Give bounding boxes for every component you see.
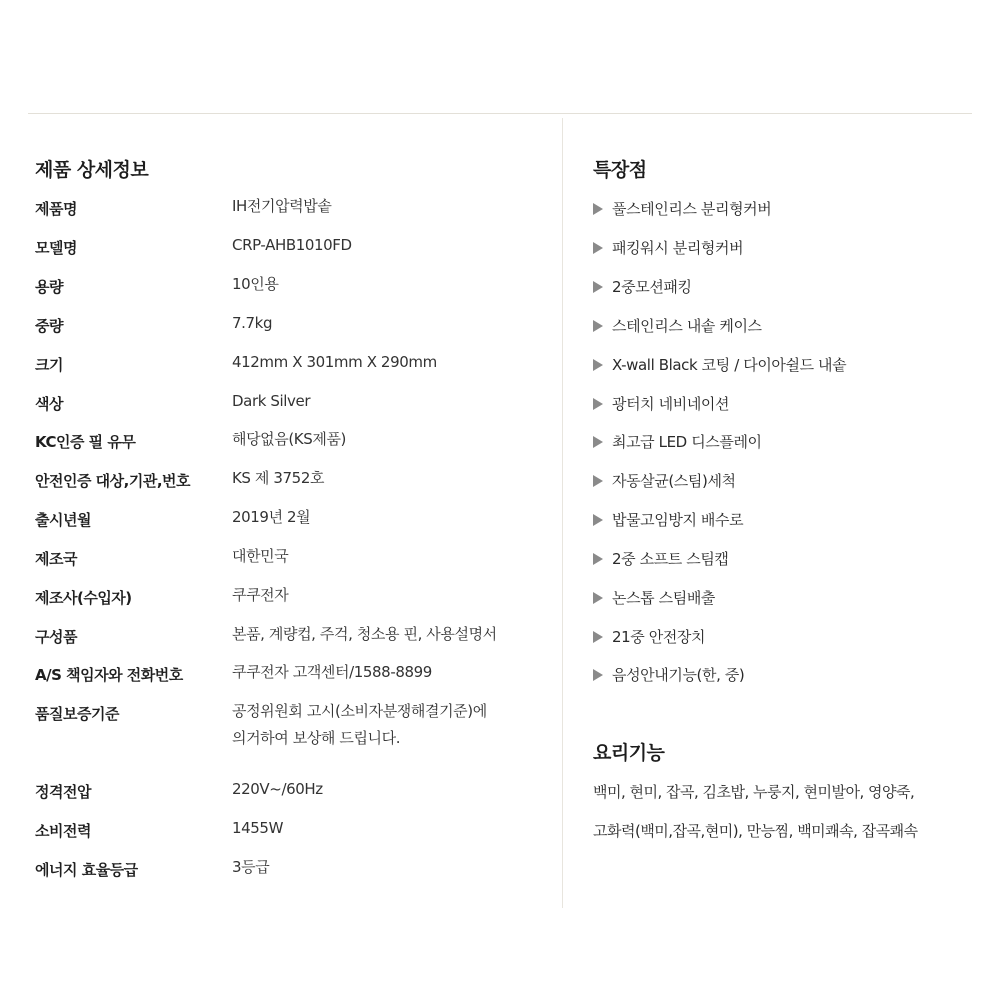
spec-label-model: 모델명 [35,239,77,257]
spec-label-capacity: 용량 [35,278,63,296]
triangle-arrow-icon [593,281,603,293]
feature-item-label: 논스톱 스팀배출 [612,589,715,607]
spec-label-voltage: 정격전압 [35,783,91,801]
feature-item [593,431,762,452]
feature-item [593,509,743,530]
triangle-arrow-icon [593,631,603,643]
triangle-arrow-icon [593,592,603,604]
feature-item [593,393,729,414]
feature-item-label: 음성안내기능(한, 중) [612,666,745,684]
feature-item-label: 풀스테인리스 분리형커버 [612,200,772,218]
spec-label-energy-grade: 에너지 효율등급 [35,861,138,879]
triangle-arrow-icon [593,475,603,487]
spec-label-safety-cert: 안전인증 대상,기관,번호 [35,472,191,490]
feature-item-label: 밥물고임방지 배수로 [612,511,744,529]
feature-item-label: 광터치 네비네이션 [612,395,730,413]
feature-item-label: 2중모션패킹 [612,278,692,296]
spec-label-country: 제조국 [35,550,77,568]
feature-item-label: 21중 안전장치 [612,628,706,646]
spec-label-product-name: 제품명 [35,200,77,218]
triangle-arrow-icon [593,320,603,332]
cooking-title: 요리기능 [593,742,665,764]
feature-item-label: 2중 소프트 스팀캡 [612,550,729,568]
feature-item [593,354,846,375]
spec-value-release-date: 2019년 2월 [232,508,311,526]
feature-item [593,548,729,569]
feature-item [593,587,715,608]
spec-value-weight: 7.7kg [232,314,273,332]
column-divider [562,118,563,908]
triangle-arrow-icon [593,203,603,215]
feature-item [593,198,771,219]
spec-value-power: 1455W [232,819,284,837]
spec-label-size: 크기 [35,356,63,374]
triangle-arrow-icon [593,669,603,681]
feature-item [593,315,762,336]
spec-label-release-date: 출시년월 [35,511,91,529]
spec-value-size: 412mm X 301mm X 290mm [232,353,437,371]
spec-value-warranty: 공정위원회 고시(소비자분쟁해결기준)에 [232,702,487,720]
spec-value-energy-grade: 3등급 [232,858,270,876]
product-detail-title: 제품 상세정보 [35,159,149,181]
spec-label-power: 소비전력 [35,822,91,840]
feature-item [593,237,743,258]
spec-value-safety-cert: KS 제 3752호 [232,469,325,487]
spec-label-kc-cert: KC인증 필 유무 [35,433,136,451]
top-divider [28,113,972,114]
triangle-arrow-icon [593,553,603,565]
spec-value-warranty-line2: 의거하여 보상해 드립니다. [232,729,401,747]
feature-item [593,276,692,297]
spec-value-capacity: 10인용 [232,275,279,293]
triangle-arrow-icon [593,436,603,448]
cooking-line: 고화력(백미,잡곡,현미), 만능찜, 백미쾌속, 잡곡쾌속 [593,822,918,840]
feature-item-label: 스테인리스 내솥 케이스 [612,317,762,335]
triangle-arrow-icon [593,398,603,410]
spec-label-as-contact: A/S 책임자와 전화번호 [35,666,183,684]
spec-value-voltage: 220V~/60Hz [232,780,323,798]
spec-value-product-name: IH전기압력밥솥 [232,197,332,215]
spec-value-country: 대한민국 [232,547,289,565]
feature-item-label: 자동살균(스팀)세척 [612,472,736,490]
spec-value-model: CRP-AHB1010FD [232,236,352,254]
features-title: 특장점 [593,159,647,181]
feature-item [593,664,744,685]
spec-label-warranty: 품질보증기준 [35,705,119,723]
triangle-arrow-icon [593,359,603,371]
feature-item-label: X-wall Black 코팅 / 다이아쉴드 내솥 [612,356,847,374]
spec-label-manufacturer: 제조사(수입자) [35,589,132,607]
triangle-arrow-icon [593,242,603,254]
spec-value-components: 본품, 계량컵, 주걱, 청소용 핀, 사용설명서 [232,625,497,643]
feature-item [593,470,736,491]
feature-item-label: 최고급 LED 디스플레이 [612,433,762,451]
feature-item [593,626,705,647]
feature-item-label: 패킹워시 분리형커버 [612,239,744,257]
spec-value-color: Dark Silver [232,392,311,410]
cooking-line: 백미, 현미, 잡곡, 김초밥, 누룽지, 현미발아, 영양죽, [593,783,915,801]
spec-value-manufacturer: 쿠쿠전자 [232,586,289,604]
triangle-arrow-icon [593,514,603,526]
spec-value-kc-cert: 해당없음(KS제품) [232,430,347,448]
spec-value-as-contact: 쿠쿠전자 고객센터/1588-8899 [232,663,432,681]
spec-label-weight: 중량 [35,317,63,335]
spec-label-components: 구성품 [35,628,77,646]
spec-label-color: 색상 [35,395,63,413]
